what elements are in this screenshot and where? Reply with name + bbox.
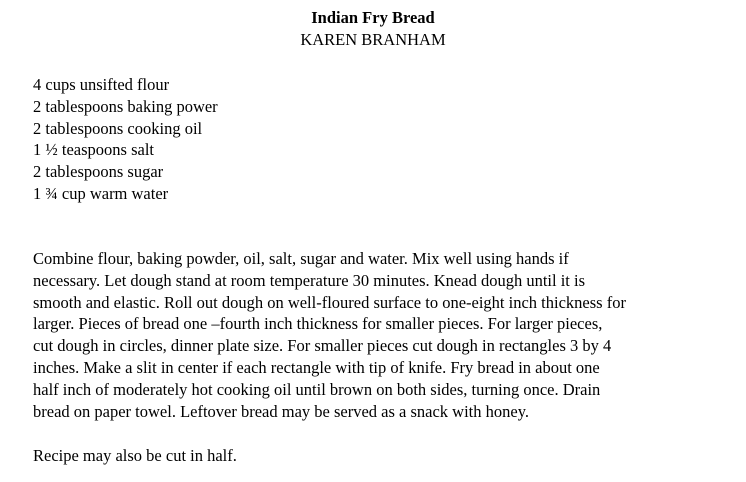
instructions-paragraph: [33, 248, 723, 422]
ingredient-item: 2 tablespoons cooking oil: [33, 118, 203, 138]
recipe-author: KAREN BRANHAM: [300, 30, 446, 49]
instructions-line: larger. Pieces of bread one –fourth inch thickness for smaller pieces. For larger pieces,: [33, 314, 603, 334]
ingredient-item: 1 ¾ cup warm water: [33, 183, 169, 203]
instructions-line: necessary. Let dough stand at room temperature 30 minutes. Knead dough until it is: [33, 270, 586, 290]
ingredient-item: 1 ½ teaspoons salt: [33, 140, 154, 160]
instructions-line: smooth and elastic. Roll out dough on well-floured surface to one-eight inch thickness for: [33, 292, 626, 312]
ingredient-item: 2 tablespoons baking power: [33, 96, 218, 116]
recipe-title: Indian Fry Bread: [311, 8, 435, 27]
recipe-note: Recipe may also be cut in half.: [33, 446, 237, 465]
instructions-line: bread on paper towel. Leftover bread may be served as a snack with honey.: [33, 401, 530, 421]
ingredients-list: [33, 74, 218, 205]
instructions-line: cut dough in circles, dinner plate size. For smaller pieces cut dough in rectangles 3 by 4: [33, 336, 612, 356]
ingredient-item: 2 tablespoons sugar: [33, 162, 164, 182]
instructions-line: half inch of moderately hot cooking oil until brown on both sides, turning once. Drain: [33, 379, 601, 399]
instructions-line: Combine flour, baking powder, oil, salt, sugar and water. Mix well using hands if: [33, 249, 569, 268]
instructions-line: inches. Make a slit in center if each rectangle with tip of knife. Fry bread in about one: [33, 357, 600, 377]
ingredient-item: 4 cups unsifted flour: [33, 75, 170, 94]
